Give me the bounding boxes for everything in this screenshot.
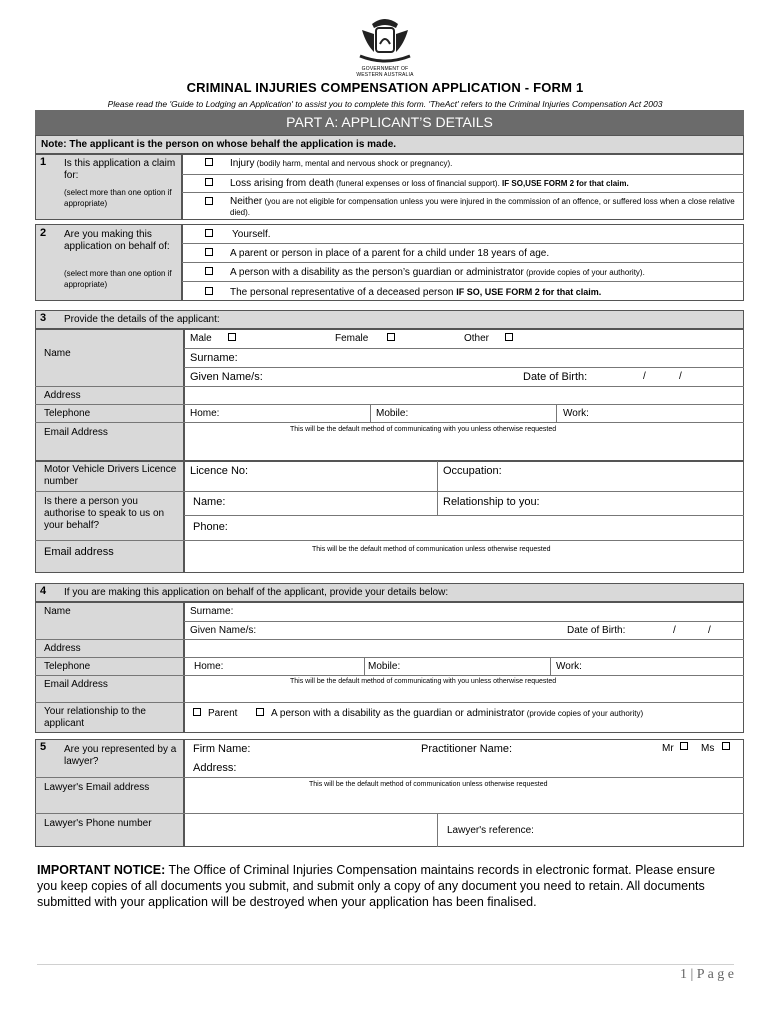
q4-name-label: Name [44,606,71,617]
q3-male-checkbox[interactable] [228,333,236,341]
q2-representative-checkbox[interactable] [205,287,213,295]
q5-lawyer-reference-field[interactable]: Lawyer's reference: [447,825,534,836]
q2-number: 2 [40,227,47,239]
q3-male-label: Male [190,333,212,344]
q2-parent-checkbox[interactable] [205,248,213,256]
q3-phone-field[interactable]: Phone: [193,521,228,533]
q3-address-label: Address [44,390,81,401]
q3-email-note: This will be the default method of communicating with you unless otherwise requested [290,426,557,433]
q3-authorised-name-field[interactable]: Name: [193,496,226,508]
government-text: GOVERNMENT OF WESTERN AUSTRALIA [356,66,414,78]
q1-label: Is this application a claim for: [64,158,176,181]
q4-relationship-label: Your relationship to the applicant [44,706,146,729]
q4-parent-checkbox[interactable] [193,708,201,716]
q3-home-phone-field[interactable]: Home: [190,408,220,419]
q4-guardian-checkbox[interactable] [256,708,264,716]
q5-address-field[interactable]: Address: [193,762,237,774]
footer-divider [37,964,734,965]
q4-dob-field[interactable]: Date of Birth: [567,625,626,636]
q5-lawyer-phone-label: Lawyer's Phone number [44,818,152,829]
q2-yourself-checkbox[interactable] [205,229,213,237]
q3-female-label: Female [335,333,369,344]
q2-option-yourself: Yourself. [232,229,271,240]
q3-email-label: Email Address [44,427,108,438]
important-notice: IMPORTANT NOTICE: The Office of Criminal Injuries Compensation maintains records in electronic format. Please ensure you keep copies of all documents you submit, and submit only a copy of any document you need to retain. All documents submitted with your application will be destroyed when your application has been finalised. [37,863,716,909]
q4-email-label: Email Address [44,679,108,690]
form-subtitle: Please read the 'Guide to Lodging an Application' to assist you to complete this form. 'TheAct' refers to the Criminal Injuries Compensation Act 2003 [107,99,663,109]
q1-loss-death-checkbox[interactable] [205,178,213,186]
q5-ms-checkbox[interactable] [722,742,730,750]
q3-label: Provide the details of the applicant: [64,314,220,325]
q3-email2-label: Email address [44,546,114,558]
q5-label: Are you represented by a lawyer? [64,744,177,767]
q3-licence-field[interactable]: Licence No: [190,465,249,477]
q5-mr-label: Mr [662,743,674,754]
part-a-heading: PART A: APPLICANT’S DETAILS [35,110,744,135]
q4-label: If you are making this application on behalf of the applicant, provide your details below: [64,587,449,598]
q5-practitioner-name-field[interactable]: Practitioner Name: [421,743,513,755]
q3-telephone-label: Telephone [44,408,91,419]
q4-address-label: Address [44,643,81,654]
q4-dob-slash-1: / [673,625,676,636]
q4-parent-label: Parent [208,708,238,719]
q3-female-checkbox[interactable] [387,333,395,341]
q2-option-parent: A parent or person in place of a parent for a child under 18 years of age. [230,248,550,259]
q1-hint: (select more than one option if appropriate) [64,188,172,208]
q4-email-note: This will be the default method of communicating with you unless otherwise requested [290,678,557,685]
q3-relationship-field[interactable]: Relationship to you: [443,496,540,508]
q3-work-phone-field[interactable]: Work: [563,408,589,419]
q3-number: 3 [40,312,47,324]
q4-mobile-field[interactable]: Mobile: [368,661,401,672]
q3-dob-slash-1: / [643,371,646,382]
q1-injury-checkbox[interactable] [205,158,213,166]
q2-label: Are you making this application on behalf of: [64,229,170,252]
q3-other-label: Other [464,333,490,344]
q5-lawyer-email-label: Lawyer's Email address [44,782,150,793]
q4-number: 4 [40,585,47,597]
q5-ms-label: Ms [701,743,715,754]
q3-authorise-label: Is there a person you authorise to speak to us on your behalf? [44,496,165,531]
q2-guardian-checkbox[interactable] [205,267,213,275]
q3-email2-note: This will be the default method of communication unless otherwise requested [312,546,551,553]
q3-mobile-field[interactable]: Mobile: [376,408,409,419]
q5-mr-checkbox[interactable] [680,742,688,750]
q3-surname-field[interactable]: Surname: [190,352,238,364]
q1-neither-checkbox[interactable] [205,197,213,205]
q3-given-names-field[interactable]: Given Name/s: [190,371,263,383]
q5-firm-name-field[interactable]: Firm Name: [193,743,251,755]
q4-work-phone-field[interactable]: Work: [556,661,582,672]
form-title: CRIMINAL INJURIES COMPENSATION APPLICATION - FORM 1 [186,80,584,95]
wa-coat-of-arms-logo [352,14,418,66]
note-text: Note: The applicant is the person on whose behalf the application is made. [41,139,397,150]
q1-option-neither: Neither (you are not eligible for compensation unless you were injured in the commission of an offence, or suffered loss when a close relative died). [230,196,735,217]
q4-guardian-label: A person with a disability as the guardian or administrator (provide copies of your authority) [271,708,644,719]
q4-surname-field[interactable]: Surname: [190,606,234,617]
q1-option-loss-death: Loss arising from death (funeral expenses or loss of financial support). IF SO,USE FORM 2 for that claim. [230,178,629,189]
q3-name-label: Name [44,348,71,359]
q4-dob-slash-2: / [708,625,711,636]
q2-option-representative: The personal representative of a deceased person IF SO, USE FORM 2 for that claim. [230,287,602,298]
q3-occupation-field[interactable]: Occupation: [443,465,502,477]
q4-given-names-field[interactable]: Given Name/s: [190,625,257,636]
q3-dob-slash-2: / [679,371,682,382]
q5-number: 5 [40,741,47,753]
q3-dob-field[interactable]: Date of Birth: [523,371,588,383]
q5-lawyer-email-note: This will be the default method of communication unless otherwise requested [309,781,548,788]
q2-hint: (select more than one option if appropriate) [64,269,172,289]
q3-other-checkbox[interactable] [505,333,513,341]
q4-telephone-label: Telephone [44,661,91,672]
page-number: 1 | P a g e [680,967,734,982]
q1-option-injury: Injury (bodily harm, mental and nervous shock or pregnancy). [230,158,453,169]
q1-number: 1 [40,156,47,168]
q2-option-guardian: A person with a disability as the person’s guardian or administrator (provide copies of your authority). [230,267,645,278]
q4-home-phone-field[interactable]: Home: [194,661,224,672]
q3-licence-label: Motor Vehicle Drivers Licence number [44,464,177,487]
